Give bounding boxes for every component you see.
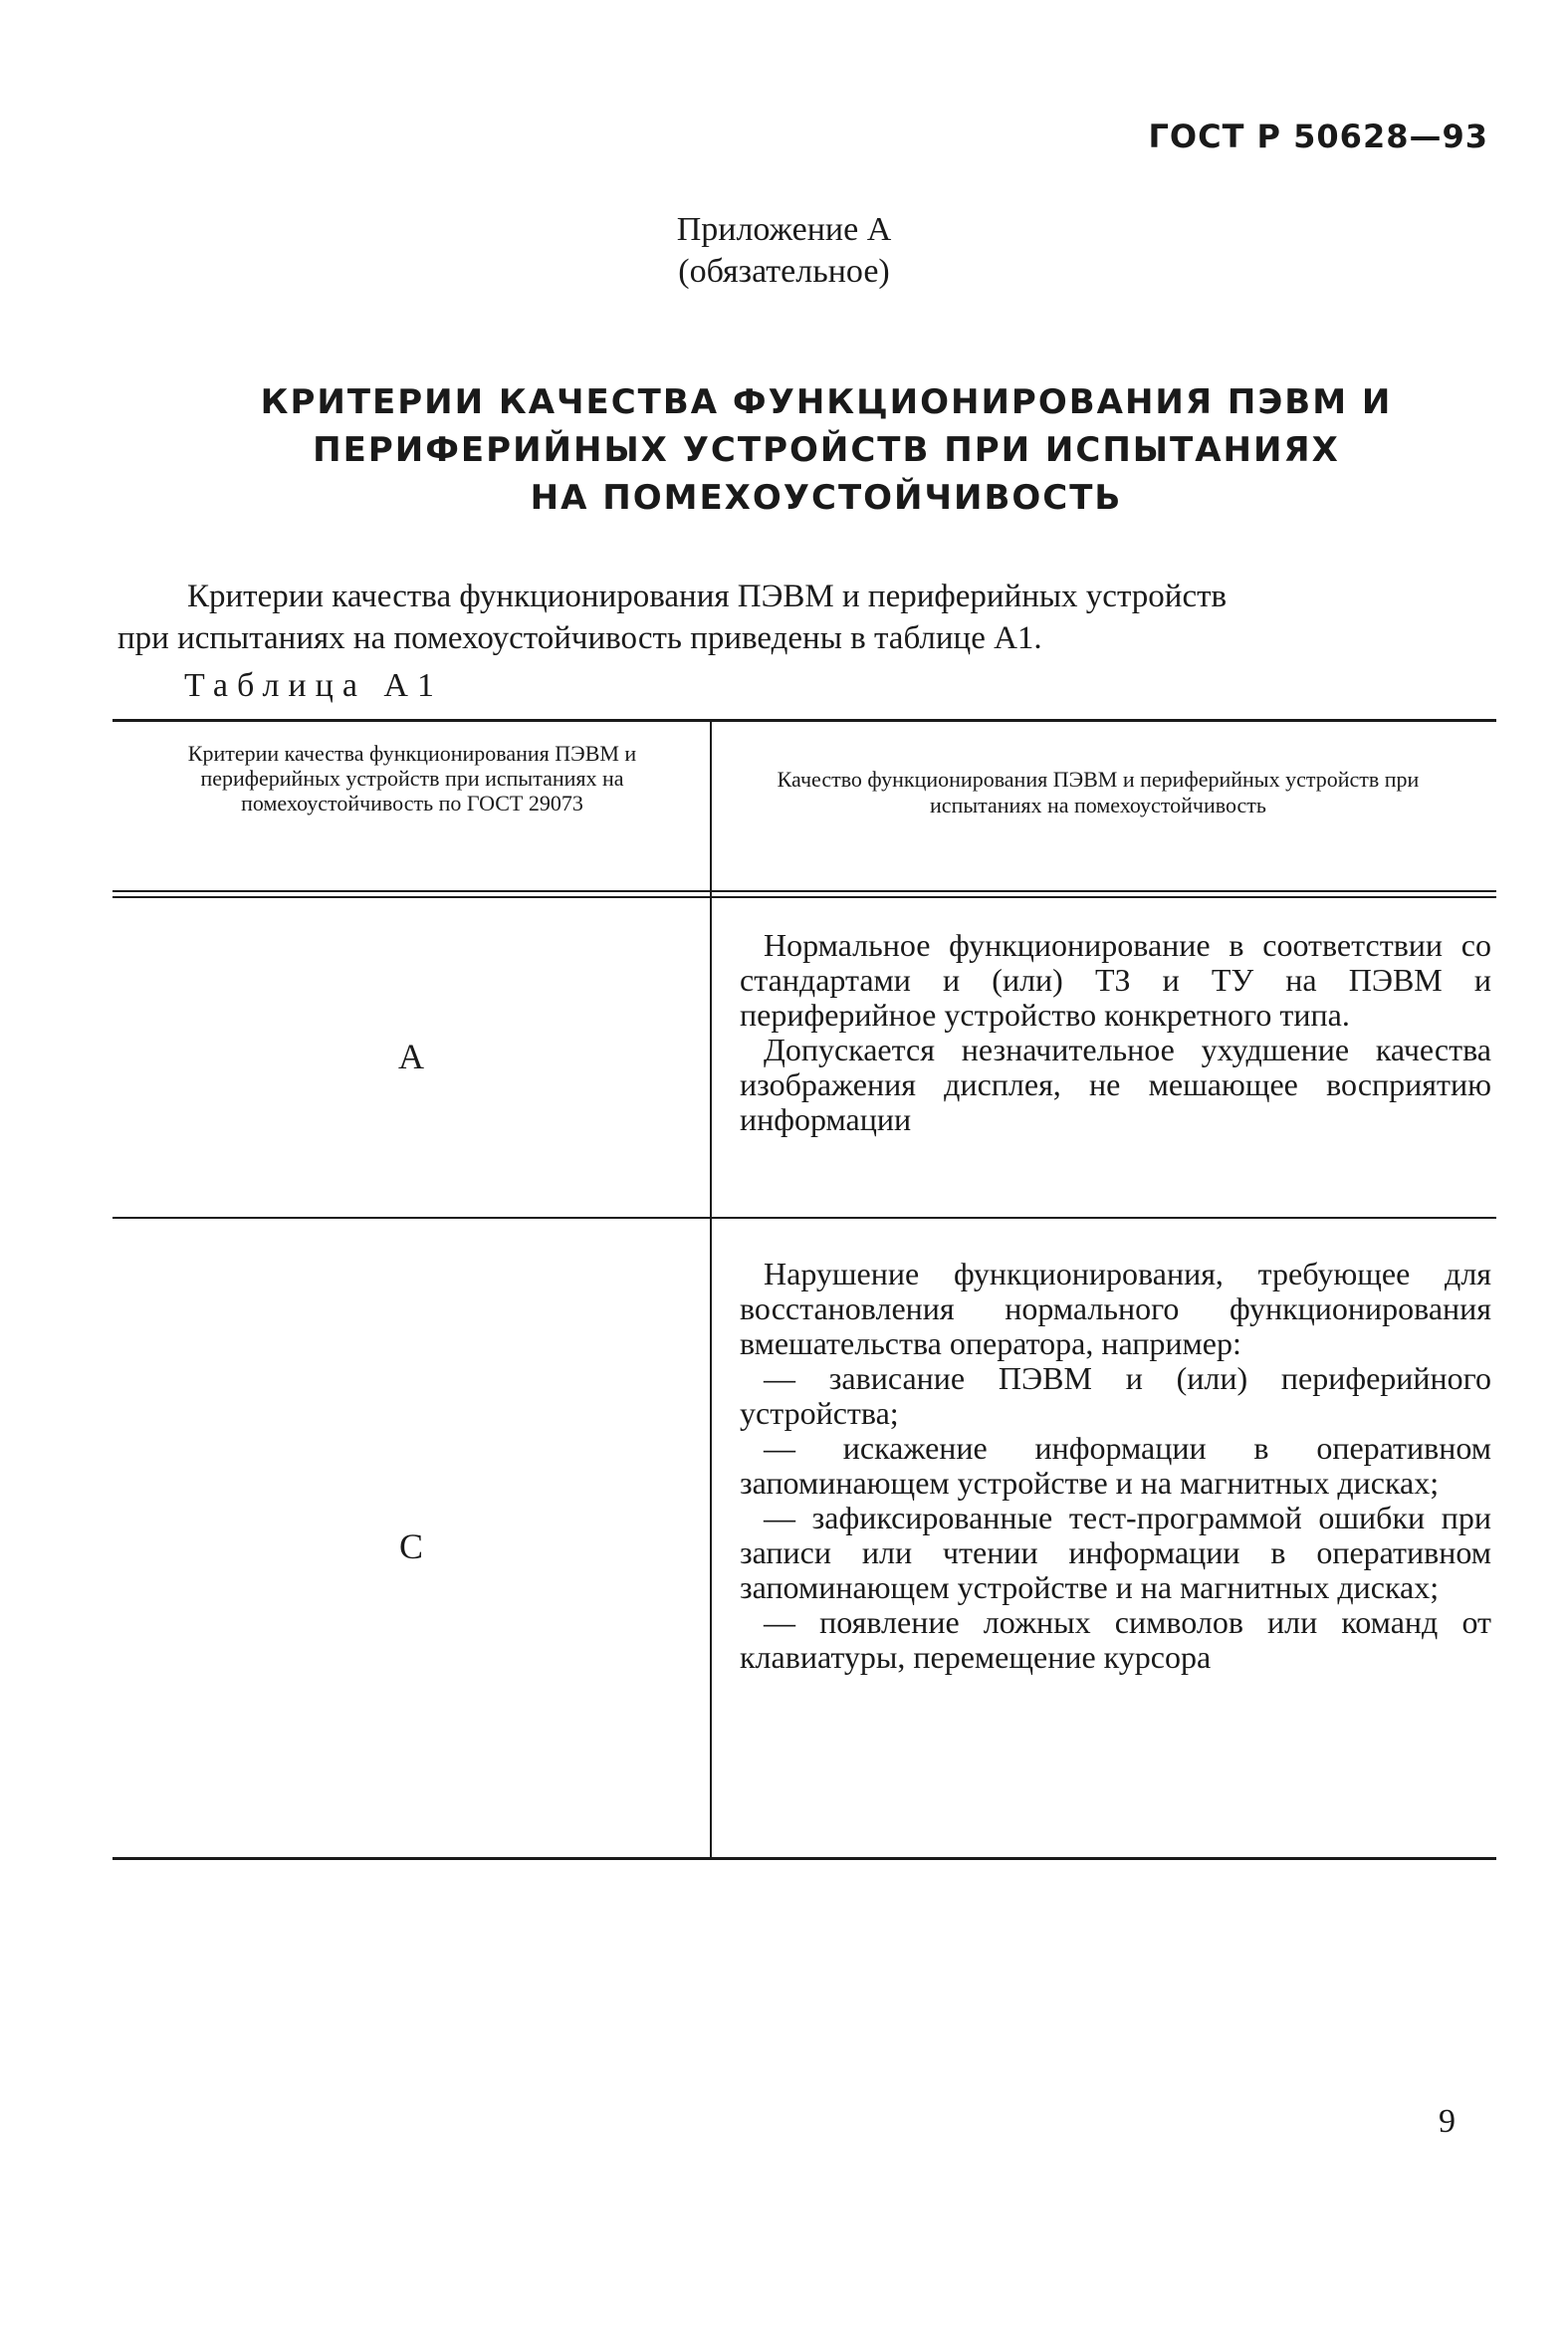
row-a-paragraph-1: Нормальное функционирование в соответствии со стандартами и (или) ТЗ и ТУ на ПЭВМ и периферийное устройство конкретного типа. bbox=[740, 927, 1491, 1033]
column-header-criteria: Критерии качества функционирования ПЭВМ и периферийных устройств при испытаниях на помехоустойчивость по ГОСТ 29073 bbox=[187, 741, 637, 816]
table-caption: Таблица А1 bbox=[184, 667, 443, 704]
title-line-3: НА ПОМЕХОУСТОЙЧИВОСТЬ bbox=[530, 478, 1123, 518]
intro-line-2: при испытаниях на помехоустойчивость приведены в таблице А1. bbox=[117, 620, 1042, 656]
appendix-label: Приложение А bbox=[676, 211, 892, 248]
document-title bbox=[199, 378, 1454, 522]
page-number: 9 bbox=[1439, 2103, 1456, 2140]
grade-a: А bbox=[398, 1037, 424, 1076]
row-c-item-3: — зафиксированные тест-программой ошибки при записи или чтении информации в оперативном запоминающем устройстве и на магнитных дисках; bbox=[740, 1500, 1491, 1605]
row-c-item-4: — появление ложных символов или команд от клавиатуры, перемещение курсора bbox=[740, 1604, 1491, 1675]
row-c-description bbox=[740, 1257, 1491, 1675]
table-bottom-rule bbox=[112, 1857, 1496, 1860]
intro-line-1: Критерии качества функционирования ПЭВМ и периферийных устройств bbox=[187, 579, 1228, 614]
row-c-paragraph-1: Нарушение функционирования, требующее для восстановления нормального функционирования вмешательства оператора, например: bbox=[740, 1256, 1491, 1361]
row-a-paragraph-2: Допускается незначительное ухудшение качества изображения дисплея, не мешающее восприятию информации bbox=[740, 1032, 1491, 1137]
row-a-description bbox=[740, 928, 1491, 1137]
title-line-1: КРИТЕРИИ КАЧЕСТВА ФУНКЦИОНИРОВАНИЯ ПЭВМ И bbox=[260, 382, 1393, 422]
table-top-rule bbox=[112, 719, 1496, 722]
document-code: ГОСТ Р 50628—93 bbox=[1148, 117, 1488, 155]
row-c-item-1: — зависание ПЭВМ и (или) периферийного устройства; bbox=[740, 1360, 1491, 1431]
criteria-table bbox=[112, 719, 1496, 1860]
appendix-status: (обязательное) bbox=[678, 253, 890, 290]
grade-c: С bbox=[398, 1526, 423, 1566]
title-line-2: ПЕРИФЕРИЙНЫХ УСТРОЙСТВ ПРИ ИСПЫТАНИЯХ bbox=[313, 430, 1340, 470]
table-row-rule bbox=[112, 1217, 1496, 1219]
column-header-quality: Качество функционирования ПЭВМ и периферийных устройств при испытаниях на помехоустойчивость bbox=[777, 767, 1420, 818]
row-c-item-2: — искажение информации в оперативном запоминающем устройстве и на магнитных дисках; bbox=[740, 1430, 1491, 1501]
table-header-rule bbox=[112, 890, 1496, 898]
appendix-heading bbox=[0, 209, 1568, 293]
intro-paragraph bbox=[117, 576, 1493, 659]
